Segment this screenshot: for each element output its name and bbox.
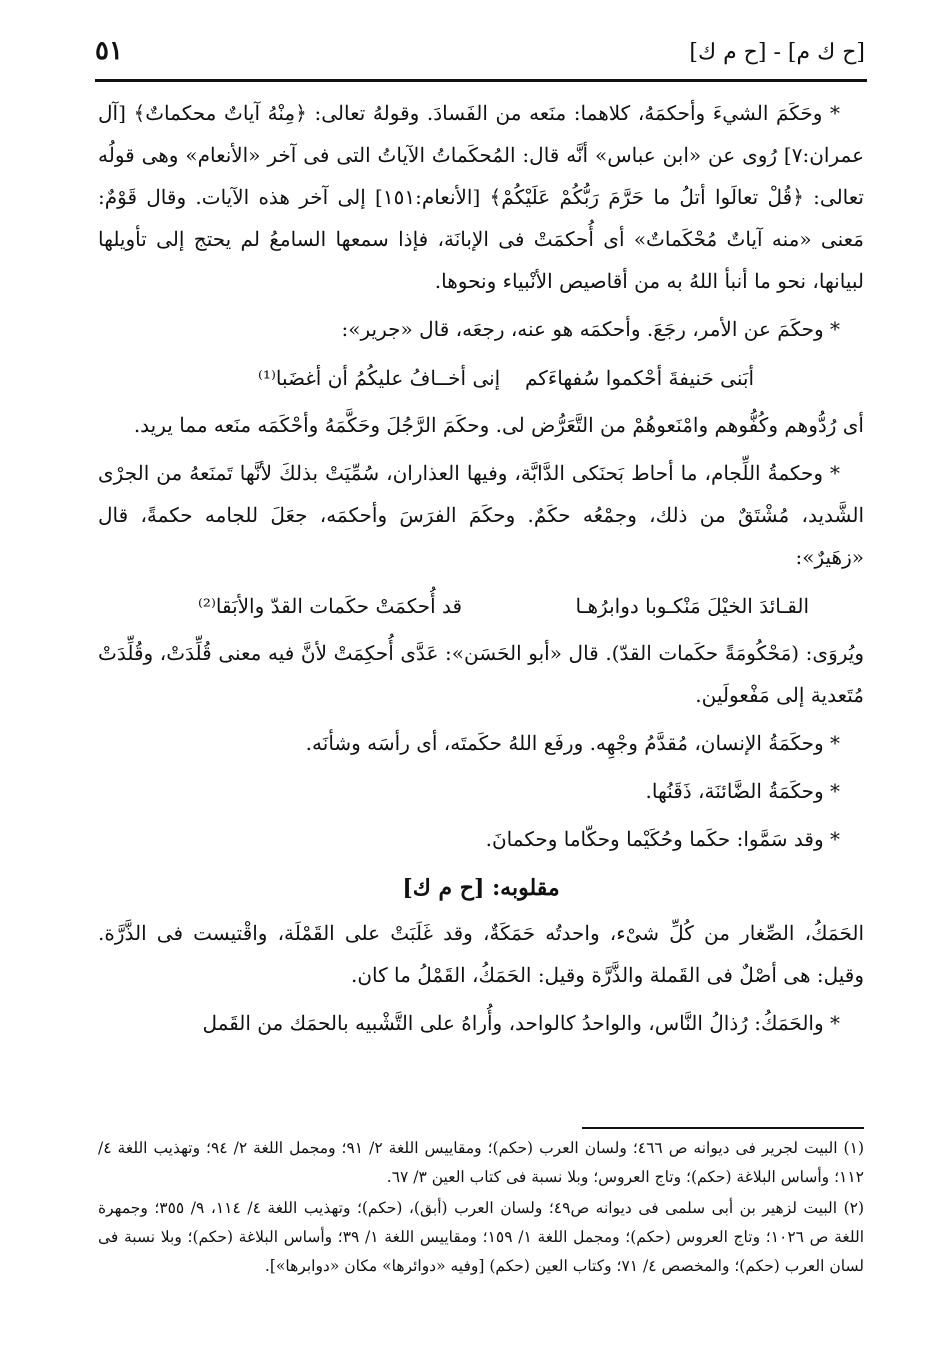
paragraph: * وحكَمَ عن الأمر، رجَعَ. وأحكمَه هو عنه، رجعَه، قال «جرير»: — [341, 317, 840, 341]
section-heading: مقلوبه: [ح م ك] — [402, 875, 560, 901]
paragraph: * وقد سَمَّوا: حكَما وحُكَيْما وحكّاما وحكمانَ. — [485, 827, 840, 851]
verse-first-hemistich: القـائدَ الخيْلَ مَنْكـوبا دوابرُهـا — [575, 594, 809, 618]
poem-verse — [98, 356, 864, 400]
main-text — [98, 92, 864, 1050]
paragraph: * وحكَمَةُ الإنسان، مُقدَّمُ وجْهِه. ورفَع اللهُ حكَمتَه، أى رأسَه وشأنَه. — [305, 731, 840, 755]
poem-verse — [98, 584, 864, 628]
paragraph: الحَمَكُ، الصِّغار من كُلِّ شىْء، واحدتُه حَمَكَةٌ، وقد غَلَبَتْ على القَمْلَة، واقْتيست فى الذَّرَّة. وقيل: هى أصْلٌ فى القَملة والذَّرَّة وقيل: الحَمَكُ، القَمْلُ ما كان. — [98, 921, 864, 987]
paragraph: * وحكمةُ اللِّجام، ما أحاط بَحنَكى الدَّابَّة، وفيها العذاران، سُمِّيَتْ بذلكَ لأنَّها تَمنَعهُ من الجرْى الشَّديد، مُشْتَقٌ من ذلك، وجمْعُه حكَمٌ. وحكَمَ الفرَسَ وأحكمَه، جعَلَ للجامه حكمةً، قال «زهَيرٌ»: — [98, 461, 864, 569]
footnote-rule — [582, 1127, 864, 1129]
verse-second-hemistich: قد أُحكمَتْ حكَمات القدّ والأبَقا⁽²⁾ — [198, 594, 463, 618]
page-number: ٥١ — [95, 36, 123, 66]
paragraph: * والحَمَكُ: رُذالُ النَّاس، والواحدُ كالواحد، وأُراهُ على التَّشْبيه بالحمَك من القَمل — [202, 1011, 840, 1035]
paragraph: * وحكَمَةُ الضَّائنَة، ذَقَنُها. — [645, 779, 840, 803]
footnote-1: (١) البيت لجرير فى ديوانه ص ٤٦٦؛ ولسان العرب (حكم)؛ ومقاييس اللغة ٢/ ٩١؛ ومجمل اللغة ٢/ ٩٤؛ وتهذيب اللغة ٤/ ١١٢؛ وأساس البلاغة (حكم)؛ وتاج العروس؛ وبلا نسبة فى كتاب العين ٣/ ٦٧. — [98, 1139, 864, 1186]
page-header — [95, 34, 865, 74]
paragraph: ويُروَى: (مَحْكُومَةً حكَمات القدّ). قال «أبو الحَسَن»: عَدَّى أُحكِمَتْ لأنَّ فيه معنى قُلِّدَتْ، وقُلِّدَتْ مُتَعدية إلى مَفْعولَين. — [98, 641, 864, 707]
header-rule — [95, 79, 867, 82]
running-title: [ح ك م] - [ح م ك] — [689, 40, 865, 65]
paragraph: أى رُدُّوهم وكُفُّوهم وامْنَعوهُمْ من التَّعَرُّض لى. وحكَمَ الرَّجُلَ وحَكَّمَهُ وأحْكَمَه منَعه مما يريد. — [133, 413, 864, 437]
paragraph: * وحَكَمَ الشيءَ وأحكمَهُ، كلاهما: منَعه من الفَسادَ. وقولهُ تعالى: ﴿مِنْهُ آياتٌ محكماتٌ﴾ [آل عمران:٧] رُوى عن «ابن عباس» أنَّه قال: المُحكَماتُ الآياتُ التى فى آخر «الأنعام» وهى قولُه تعالى: ﴿قُلْ تعالَوا أتلُ ما حَرَّمَ رَبُّكُمْ عَلَيْكُمْ﴾ [الأنعام:١٥١] إلى آخر هذه الآيات. وقال قَوْمٌ: مَعنى «منه آياتٌ مُحْكَماتٌ» أى أُحكمَتْ فى الإبانَة، فإذا سمعها السامعُ لم يحتج إلى تأويلها لبيانها، نحو ما أنبأ اللهُ به من أقاصيص الأنْبياء ونحوها. — [98, 101, 864, 293]
footnote-2: (٢) البيت لزهير بن أبى سلمى فى ديوانه ص٤٩؛ ولسان العرب (أبق)، (حكم)؛ وتهذيب اللغة ٤/ ١١٤، ٩/ ٣٥٥؛ وجمهرة اللغة ص ١٠٢٦؛ وتاج العروس (حكم)؛ ومجمل اللغة ١/ ١٥٩؛ ومقاييس اللغة ١/ ٣٩؛ وأساس البلاغة (حكم)؛ وبلا نسبة فى لسان العرب (حكم)؛ والمخصص ٤/ ٧١؛ وكتاب العين (حكم) [وفيه «دوائرها» مكان «دوابرها»]. — [98, 1199, 865, 1275]
verse-first-hemistich: أبَنى حَنيفةَ أحْكموا سُفهاءَكم — [524, 366, 754, 390]
verse-second-hemistich: إنى أخــافُ عليكُمُ أن أغضَبا⁽¹⁾ — [258, 366, 501, 390]
footnotes — [98, 1134, 864, 1283]
